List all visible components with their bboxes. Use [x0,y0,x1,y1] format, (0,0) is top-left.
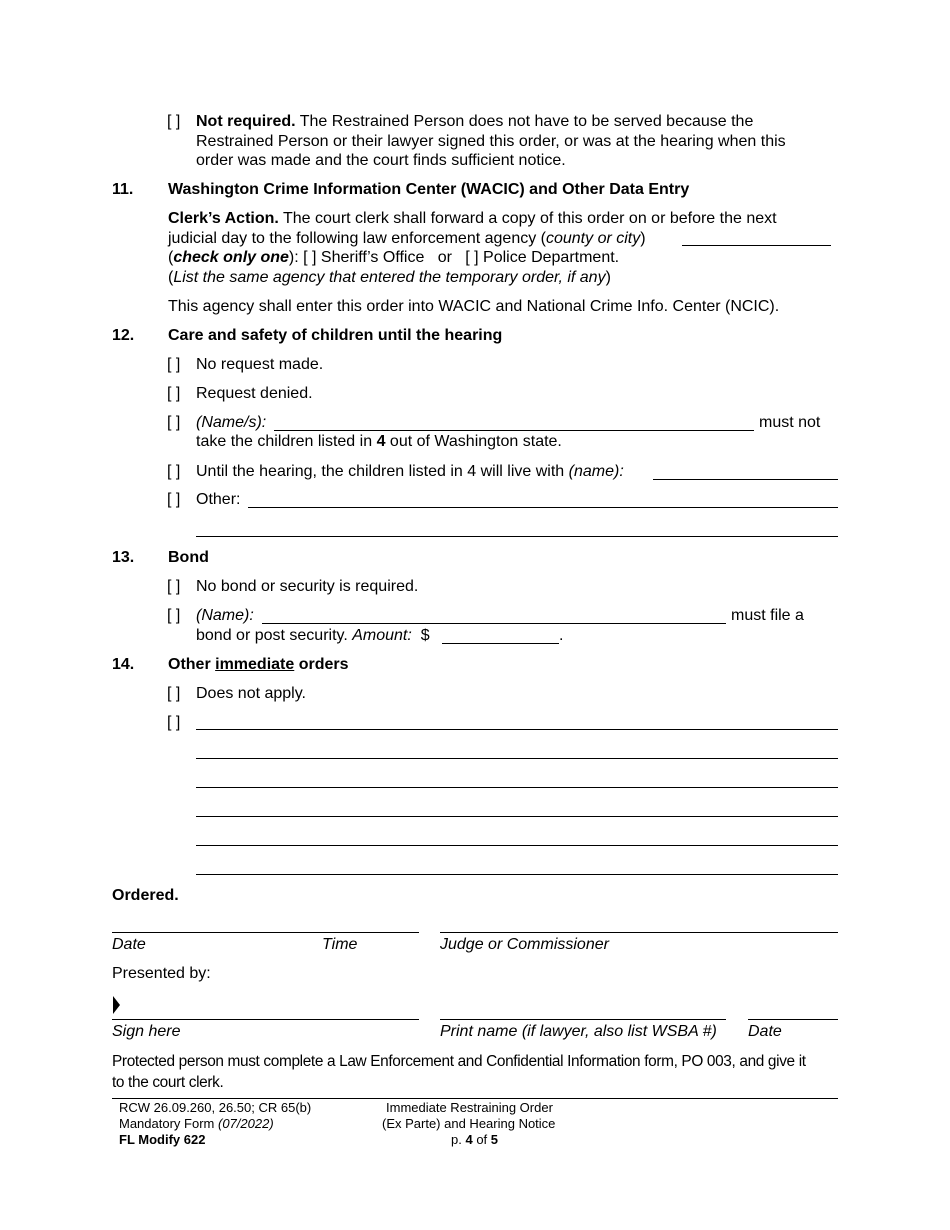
check-only-one: check only one [173,249,289,266]
section-12-title: Care and safety of children until the hearing [168,327,503,344]
agency-county-city-field[interactable] [682,245,831,246]
take-children-text [196,432,562,451]
footer-title1: Immediate Restraining Order [386,1100,553,1115]
checkbox-other-orders[interactable]: [ ] [167,714,181,731]
section-13-title: Bond [168,549,209,566]
notice-line1: Protected person must complete a Law Enforcement and Confidential Information form, PO 003, and give it [112,1053,806,1070]
s14-title-post: orders [298,656,349,673]
print-name-label: Print name (if lawyer, also list WSBA #) [440,1023,717,1040]
section-11-number: 11. [112,181,134,198]
other-field-2[interactable] [196,536,838,537]
agency-post: ) [640,230,646,247]
take-children-num: 4 [376,433,386,450]
section-13-number: 13. [112,549,135,566]
judge-label: Judge or Commissioner [440,936,609,953]
dollar-sign: $ [420,627,430,644]
other-field-1[interactable] [248,507,838,508]
bond-name-field[interactable] [262,623,726,624]
footer-rcw: RCW 26.09.260, 26.50; CR 65(b) [119,1100,312,1115]
agency-options[interactable]: ): [ ] Sheriff’s Office or [ ] Police Department. [288,249,620,266]
must-file-text: must file a [731,607,804,624]
same-agency-note: List the same agency that entered the temporary order, if any [173,269,606,286]
clerk-action-bold: Clerk’s Action. [168,210,279,227]
amount-label: Amount: [352,627,412,644]
presenter-date-field[interactable] [748,1019,838,1020]
notice-line2: to the court clerk. [112,1074,224,1091]
clerk-action-line1 [168,209,777,228]
checkbox-no-bond[interactable]: [ ] [167,578,181,595]
request-denied-text: Request denied. [196,385,313,402]
take-children-post: out of Washington state. [389,433,562,450]
footer-page-of: of [476,1132,488,1147]
footer-mandatory-date: (07/2022) [218,1116,274,1131]
no-bond-text: No bond or security is required. [196,578,419,595]
footer-mandatory-text: Mandatory Form [119,1116,215,1131]
sign-here-arrow-icon [113,996,120,1014]
not-required-line3: order was made and the court finds sufficient notice. [196,152,566,169]
take-children-pre: take the children listed in [196,433,373,450]
footer-page-num: 4 [465,1132,473,1147]
date-label: Date [112,936,146,953]
section-12-number: 12. [112,327,135,344]
other-orders-field-3[interactable] [196,787,838,788]
live-with-name-label: (name): [568,463,624,480]
not-required-line1 [196,112,753,131]
other-orders-field-2[interactable] [196,758,838,759]
other-orders-field-4[interactable] [196,816,838,817]
other-orders-field-5[interactable] [196,845,838,846]
bond-name-label: (Name): [196,607,254,624]
date-time-field[interactable] [112,932,419,933]
checkbox-must-not-take[interactable]: [ ] [167,414,181,431]
does-not-apply-text: Does not apply. [196,685,306,702]
not-required-line2: Restrained Person or their lawyer signed this order, or was at the hearing when this [196,133,786,150]
ordered-heading: Ordered. [112,887,179,904]
wacic-entry-text: This agency shall enter this order into WACIC and National Crime Info. Center (NCIC). [168,298,780,315]
live-with-pre: Until the hearing, the children listed in 4 will live with [196,463,565,480]
names-field[interactable] [274,430,754,431]
checkbox-request-denied[interactable]: [ ] [167,385,181,402]
bond-post-security-line [196,626,430,645]
footer-form-id: FL Modify 622 [119,1132,206,1147]
section-11-title: Washington Crime Information Center (WACIC) and Other Data Entry [168,181,690,198]
checkbox-no-request[interactable]: [ ] [167,356,181,373]
clerk-action-line2 [168,229,646,248]
other-orders-field-6[interactable] [196,874,838,875]
sign-here-field[interactable] [112,1019,419,1020]
not-required-bold: Not required. [196,113,296,130]
s14-title-pre: Other [168,656,211,673]
other-orders-field-1[interactable] [196,729,838,730]
time-label: Time [322,936,358,953]
footer-page-pre: p. [451,1132,462,1147]
agency-pre: judicial day to the following law enforcement agency ( [168,230,546,247]
must-not-text: must not [759,414,821,431]
checkbox-file-bond[interactable]: [ ] [167,607,181,624]
footer-rule [112,1098,838,1099]
live-with-name-field[interactable] [653,479,838,480]
other-label: Other: [196,491,241,508]
clerk-action-line3 [168,248,619,267]
section-14-title [168,655,349,674]
footer-title2: (Ex Parte) and Hearing Notice [382,1116,556,1131]
amount-period: . [559,627,564,644]
presenter-date-label: Date [748,1023,782,1040]
clerk-action-line4: (List the same agency that entered the temporary order, if any) [168,269,611,286]
amount-field[interactable] [442,643,559,644]
not-required-text1: The Restrained Person does not have to be served because the [299,113,754,130]
s14-title-underlined: immediate [215,656,295,673]
check-open: ( [168,249,174,266]
sign-here-label: Sign here [112,1023,181,1040]
section-14-number: 14. [112,656,135,673]
checkbox-not-required[interactable]: [ ] [167,113,181,130]
checkbox-live-with[interactable]: [ ] [167,463,181,480]
checkbox-does-not-apply[interactable]: [ ] [167,685,181,702]
footer-page-total: 5 [490,1132,499,1147]
checkbox-other[interactable]: [ ] [167,491,181,508]
bond-post-security-text: bond or post security. [196,627,348,644]
print-name-field[interactable] [440,1019,726,1020]
clerk-action-text: The court clerk shall forward a copy of this order on or before the next [283,210,777,227]
presented-by-label: Presented by: [112,965,211,982]
live-with-text [196,462,624,481]
agency-italic: county or city [545,230,641,247]
footer-mandatory [119,1116,274,1132]
judge-signature-field[interactable] [440,932,838,933]
names-label: (Name/s): [196,414,267,431]
no-request-text: No request made. [196,356,324,373]
footer-page [451,1132,498,1148]
